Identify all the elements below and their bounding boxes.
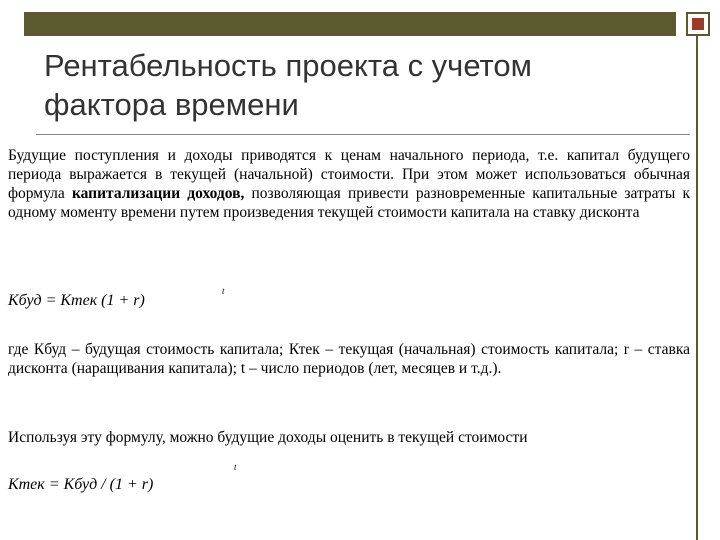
- title-underline: [36, 134, 690, 135]
- slide-title-line1: Рентабельность проекта с учетом: [44, 48, 532, 83]
- right-vertical-rule: [696, 36, 698, 540]
- paragraph-intro: [8, 146, 690, 222]
- formula-present-value-exponent: t: [234, 462, 237, 472]
- paragraph-intro-text1: Будущие поступления и доходы приводятся к ценам начального периода, т.е. капитал будущего периода выражается в текущей (начальной) стоимости. При этом может использоваться обычная формула: [8, 147, 690, 202]
- corner-decoration-fill: [692, 18, 704, 30]
- paragraph-intro-text2: позволяющая привести разновременные капитальные затраты к одному моменту времени путем произведения текущей стоимости капитала на ставку дисконта: [8, 185, 690, 221]
- formula-future-value: Кбуд = Ктек (1 + r): [8, 292, 145, 309]
- slide-title-line2: фактора времени: [44, 87, 299, 122]
- paragraph-definitions: где Кбуд – будущая стоимость капитала; Ктек – текущая (начальная) стоимость капитала; r – ставка дисконта (наращивания капитала); t – число периодов (лет, месяцев и т.д.).: [8, 341, 690, 377]
- paragraph-usage: Используя эту формулу, можно будущие доходы оценить в текущей стоимости: [8, 429, 528, 446]
- top-decorative-bar: [24, 12, 676, 36]
- formula-present-value: Ктек = Кбуд / (1 + r): [8, 476, 154, 493]
- formula-future-value-exponent: t: [222, 286, 225, 296]
- corner-decoration: [686, 12, 710, 36]
- slide-title: [44, 46, 644, 124]
- paragraph-intro-bold: капитализации доходов,: [71, 185, 245, 202]
